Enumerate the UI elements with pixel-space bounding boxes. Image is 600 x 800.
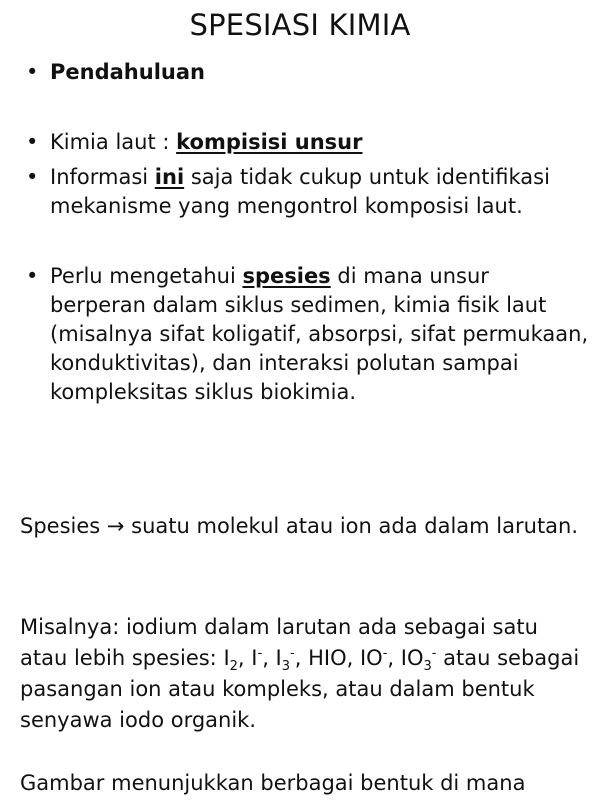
bullet-informasi bbox=[26, 163, 591, 221]
species-i2: I bbox=[223, 646, 230, 670]
bullet-suffix: saja tidak cukup untuk identifikasi mekanisme yang mengontrol komposisi laut. bbox=[50, 165, 550, 218]
bullet-text: Pendahuluan bbox=[50, 60, 205, 84]
separator: , HIO, bbox=[294, 646, 360, 670]
species-io-minus: IO bbox=[359, 646, 383, 670]
bullet-emphasis: spesies bbox=[242, 264, 331, 288]
separator: , bbox=[237, 646, 252, 670]
bullet-perlu bbox=[26, 262, 591, 407]
paragraph-gambar: Gambar menunjukkan berbagai bentuk di mana bbox=[20, 771, 526, 795]
species-io3-minus: IO bbox=[400, 646, 424, 670]
subscript: 3 bbox=[423, 659, 432, 675]
separator: , bbox=[387, 646, 401, 670]
superscript: - bbox=[290, 646, 295, 661]
subscript: 3 bbox=[281, 659, 291, 675]
superscript: - bbox=[257, 646, 263, 661]
bullet-icon: • bbox=[26, 264, 39, 288]
bullet-text bbox=[50, 262, 591, 407]
bullet-icon: • bbox=[26, 130, 39, 154]
bullet-icon: • bbox=[26, 165, 39, 189]
bullet-suffix: di mana unsur berperan dalam siklus sedimen, kimia fisik laut (misalnya sifat koligatif, absorpsi, sifat permukaan, konduktivitas), dan interaksi polutan sampai kompleksitas siklus biokimia. bbox=[50, 264, 589, 404]
page-title: SPESIASI KIMIA bbox=[189, 8, 411, 42]
superscript: - bbox=[431, 646, 437, 661]
bullet-text bbox=[50, 128, 591, 157]
species-i-minus: I bbox=[251, 646, 258, 670]
bullet-emphasis: kompisisi unsur bbox=[176, 130, 363, 154]
text-segment: Misalnya: iodium dalam larutan ada sebagai satu atau lebih spesies: bbox=[20, 615, 538, 670]
bullet-pendahuluan bbox=[26, 58, 591, 87]
bullet-prefix: Kimia laut : bbox=[50, 130, 177, 154]
text-segment: atau sebagai pasangan ion atau kompleks, atau dalam bentuk senyawa iodo organik. bbox=[20, 646, 580, 732]
bullet-kimia-laut bbox=[26, 128, 591, 157]
bullet-emphasis: ini bbox=[154, 165, 185, 189]
bullet-prefix: Perlu mengetahui bbox=[50, 264, 243, 288]
paragraph-spesies: Spesies → suatu molekul atau ion ada dalam larutan. bbox=[20, 514, 579, 538]
bullet-prefix: Informasi bbox=[50, 165, 155, 189]
bullet-text bbox=[50, 163, 591, 221]
subscript: 2 bbox=[229, 659, 238, 675]
species-i3-minus: I bbox=[275, 646, 282, 670]
superscript: - bbox=[382, 646, 388, 661]
separator: , bbox=[262, 646, 276, 670]
paragraph-misalnya bbox=[20, 612, 590, 736]
bullet-icon: • bbox=[26, 60, 39, 84]
